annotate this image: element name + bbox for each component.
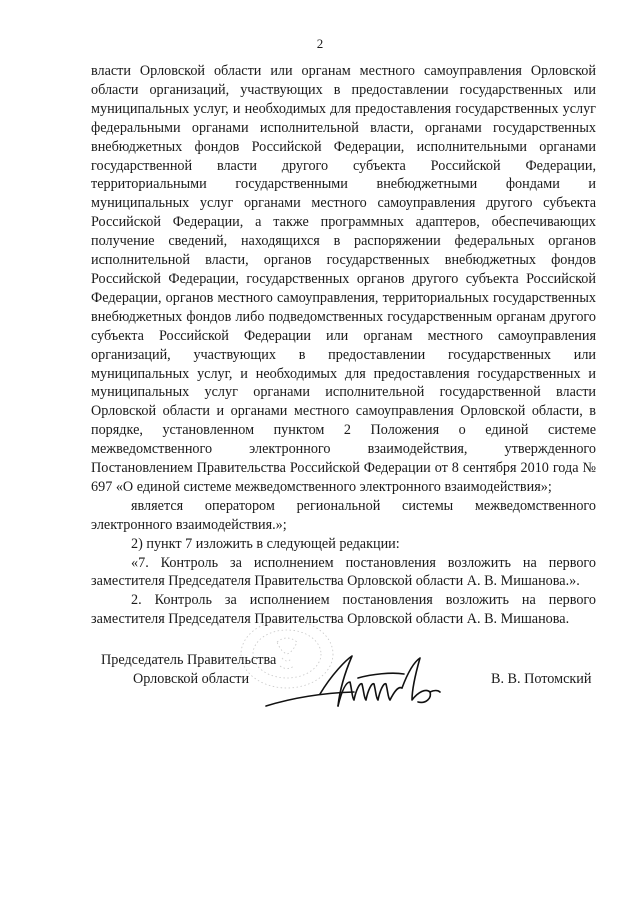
handwritten-signature (262, 648, 462, 718)
paragraph-3: 2) пункт 7 изложить в следующей редакции: (131, 535, 400, 552)
paragraph-4: «7. Контроль за исполнением постановления возложить на первого заместителя Председателя Правительства Орловской области А. В. Мишанова.». (91, 554, 596, 590)
paragraph-1: власти Орловской области или органам местного самоуправления Орловской области организаций, участвующих в предоставлении государственных или муниципальных услуг, и необходимых для предоставления государственных услуг федеральными органами исполнительной власти, органами государственных внебюджетных фондов Российской Федерации, исполнительными органами государственной власти другого субъекта Российской Федерации, территориальными государственными внебюджетными фондами и муниципальных услуг органами местного самоуправления другого субъекта Российской Федерации, а также программных адаптеров, обеспечивающих получение сведений, находящихся в распоряжении федеральных органов исполнительной власти, органов государственных внебюджетных фондов Российской Федерации, государственных органов другого субъекта Российской Федерации, органов местного самоуправления, территориальных государственных внебюджетных фондов либо подведомственных государственным органам другого субъекта Российской Федерации или органам местного самоуправления организаций, участвующих в предоставлении государственных или муниципальных услуг, и необходимых для предоставления государственных и муниципальных услуг органами исполнительной государственной власти Орловской области и органами местного самоуправления Орловской области, в порядке, установленном пунктом 2 Положения о единой системе межведомственного электронного взаимодействия, утвержденного Постановлением Правительства Российской Федерации от 8 сентября 2010 года № 697 «О единой системе межведомственного электронного взаимодействия»; (91, 63, 596, 495)
paragraph-2: является оператором региональной системы межведомственного электронного взаимодействия.»; (91, 497, 596, 533)
signer-title-line2: Орловской области (133, 671, 250, 687)
paragraph-5: 2. Контроль за исполнением постановления возложить на первого заместителя Председателя Правительства Орловской области А. В. Мишанова. (91, 592, 596, 628)
document-body (91, 62, 596, 629)
signer-name: В. В. Потомский (491, 671, 592, 687)
page-number: 2 (316, 36, 324, 51)
signer-title-line1: Председатель Правительства (101, 652, 277, 668)
